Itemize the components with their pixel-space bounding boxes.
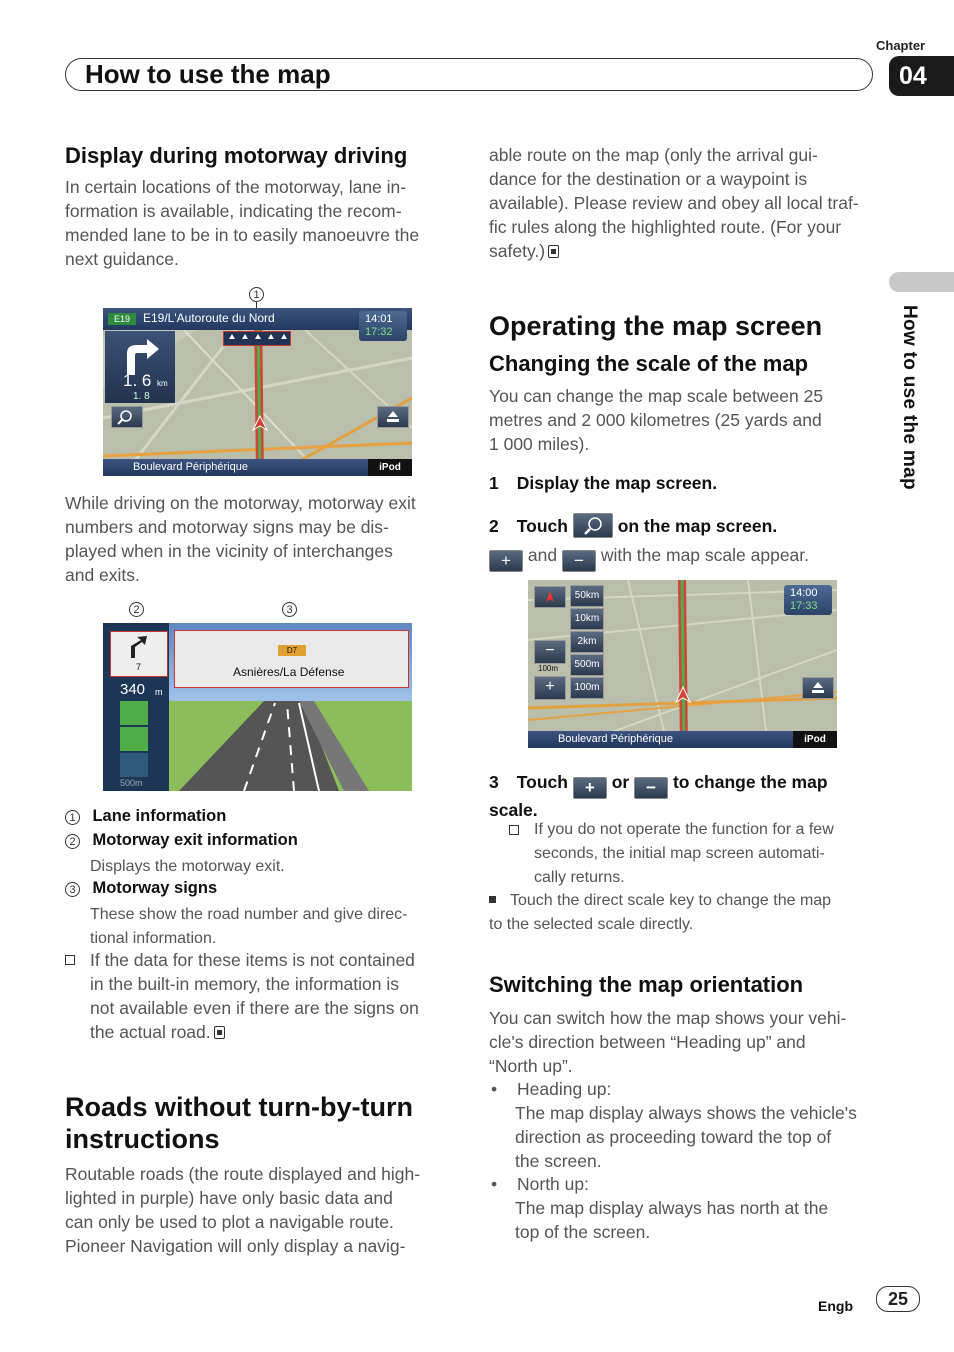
end-mark-icon — [214, 1026, 225, 1039]
side-tab-text: How to use the map — [899, 305, 920, 490]
source-ipod: iPod — [793, 731, 837, 748]
progress-seg-1 — [120, 701, 148, 725]
chapter-label: Chapter — [876, 38, 926, 53]
legend-item-2: 2 Motorway exit information — [65, 831, 455, 855]
scale-key-2km[interactable]: 2km — [570, 631, 604, 653]
time-arrival: 17:33 — [790, 600, 818, 612]
heading-motorway: Display during motorway driving — [65, 143, 408, 168]
step-2: 2 Touch on the map screen. — [489, 513, 777, 538]
compass-button[interactable] — [534, 586, 566, 608]
list-north-up: • North up: The map display always has north at the top of the screen. — [491, 1174, 829, 1242]
exit-number: 7 — [136, 662, 142, 672]
bullet-dot-icon: • — [491, 1079, 498, 1099]
legend-desc-2: Displays the motorway exit. — [90, 858, 285, 875]
header-title: How to use the map — [85, 59, 331, 89]
sign-road-badge: D7 — [278, 645, 306, 656]
zoom-button[interactable] — [111, 406, 143, 428]
para-orientation: You can switch how the map shows your vehi- cle's direction between “Heading up” and “North up”. — [489, 1008, 847, 1076]
note-timeout: If you do not operate the function for a few seconds, the initial map screen automati- cally returns. — [509, 818, 884, 890]
distance-main: 1. 6 — [123, 371, 152, 390]
turn-panel — [105, 331, 175, 403]
zoom-out-button[interactable]: − — [562, 550, 596, 572]
screenshot-motorway-map — [103, 308, 412, 476]
magnifier-icon — [574, 514, 612, 537]
para-scale: You can change the map scale between 25 metres and 2 000 kilometres (25 yards and 1 000 miles). — [489, 386, 824, 454]
menu-icon — [378, 407, 408, 427]
sign-destination: Asnières/La Défense — [233, 665, 345, 679]
exit-arrow-icon — [111, 632, 167, 662]
para-motorway: In certain locations of the motorway, lane in- formation is available, indicating the recom- mended lane to be in to easily manoeuvre the next guidance. — [65, 177, 420, 269]
lane-info — [223, 331, 291, 346]
zoom-in-button[interactable]: + — [489, 550, 523, 572]
street-name: Boulevard Périphérique — [133, 461, 248, 473]
note-data: If the data for these items is not contained in the built-in memory, the information is not available even if there are the signs on the actual road. — [65, 948, 455, 1044]
appear-line: + and − with the map scale appear. — [489, 543, 809, 572]
page-number: 25 — [876, 1286, 920, 1312]
zoom-button[interactable] — [573, 513, 613, 538]
bullet-square-icon — [489, 896, 496, 903]
note-checkbox-icon — [65, 955, 75, 965]
time-clock: 14:01 — [365, 313, 393, 325]
road-name: E19/L'Autoroute du Nord — [143, 311, 275, 325]
time-clock: 14:00 — [790, 587, 818, 599]
scale-indicator: 100m — [538, 664, 559, 673]
legend-item-1: 1 Lane information — [65, 807, 455, 831]
progress-seg-3 — [120, 753, 148, 777]
para-roads: Routable roads (the route displayed and high- lighted in purple) have only basic data and can only be used to plot a navigable route. Pioneer Navigation will only display a navig- — [65, 1164, 421, 1256]
distance-sub: 1. 8 — [133, 391, 150, 402]
status-bar — [103, 459, 412, 476]
scale-key-10km[interactable]: 10km — [570, 608, 604, 630]
heading-orientation: Switching the map orientation — [489, 972, 804, 997]
screenshot-scale-map — [528, 580, 837, 748]
heading-operating: Operating the map screen — [489, 311, 823, 341]
callout-3: 3 — [282, 602, 297, 617]
map-zoom-out-button[interactable]: − — [534, 640, 566, 664]
progress-scale: 500m — [120, 778, 143, 788]
source-ipod: iPod — [368, 459, 412, 476]
legend-desc-3: These show the road number and give direc- tional information. — [90, 906, 408, 947]
status-bar — [528, 731, 837, 748]
menu-button[interactable] — [802, 677, 834, 699]
progress-seg-2 — [120, 727, 148, 751]
end-mark-icon — [548, 245, 559, 258]
footer-language: Engb — [818, 1298, 853, 1314]
time-arrival: 17:32 — [365, 326, 393, 338]
lane-arrows-icon — [224, 332, 290, 345]
scale-key-500m[interactable]: 500m — [570, 654, 604, 676]
callout-1: 1 — [249, 287, 264, 302]
list-heading-up: • Heading up: The map display always shows the vehicle's direction as proceeding toward the top of the screen. — [491, 1079, 857, 1171]
motorway-sign — [174, 630, 409, 688]
heading-roads: Roads without turn-by-turn instructions — [65, 1092, 413, 1154]
step-3: 3 Touch + or − to change the map scale. — [489, 772, 828, 820]
exit-info-box — [110, 631, 168, 677]
zoom-in-button[interactable]: + — [573, 777, 607, 799]
chapter-number: 04 — [889, 56, 954, 96]
time-panel — [784, 585, 832, 615]
bullet-dot-icon: • — [491, 1174, 498, 1194]
time-panel — [359, 311, 407, 341]
screenshot-exit-info — [103, 623, 412, 791]
step-1: 1 Display the map screen. — [489, 473, 718, 493]
legend-list — [65, 807, 455, 951]
side-tab-marker — [889, 272, 954, 292]
callout-2: 2 — [129, 602, 144, 617]
para-continued: able route on the map (only the arrival gui- dance for the destination or a waypoint is available). Please review and obey all local traf- fic rules along the highlighted route. (For your safety.) — [489, 145, 859, 261]
magnifier-icon — [112, 407, 142, 427]
menu-button[interactable] — [377, 406, 409, 428]
exit-distance: 340 — [120, 681, 146, 698]
legend-item-3: 3 Motorway signs — [65, 879, 455, 903]
street-name: Boulevard Périphérique — [558, 733, 673, 745]
map-zoom-in-button[interactable]: + — [534, 676, 566, 700]
scale-key-100m[interactable]: 100m — [570, 677, 604, 699]
exit-distance-unit: m — [155, 687, 163, 697]
scale-key-50km[interactable]: 50km — [570, 585, 604, 607]
road-badge: E19 — [108, 313, 136, 325]
bullet-direct-scale: Touch the direct scale key to change the map to the selected scale directly. — [489, 892, 832, 933]
menu-icon — [803, 678, 833, 698]
zoom-out-button[interactable]: − — [634, 777, 668, 799]
distance-unit: km — [157, 379, 168, 388]
para-exit: While driving on the motorway, motorway exit numbers and motorway signs may be dis- played when in the vicinity of interchanges and exits. — [65, 493, 416, 585]
heading-scale: Changing the scale of the map — [489, 351, 809, 376]
note-checkbox-icon — [509, 825, 519, 835]
compass-icon — [535, 587, 565, 607]
